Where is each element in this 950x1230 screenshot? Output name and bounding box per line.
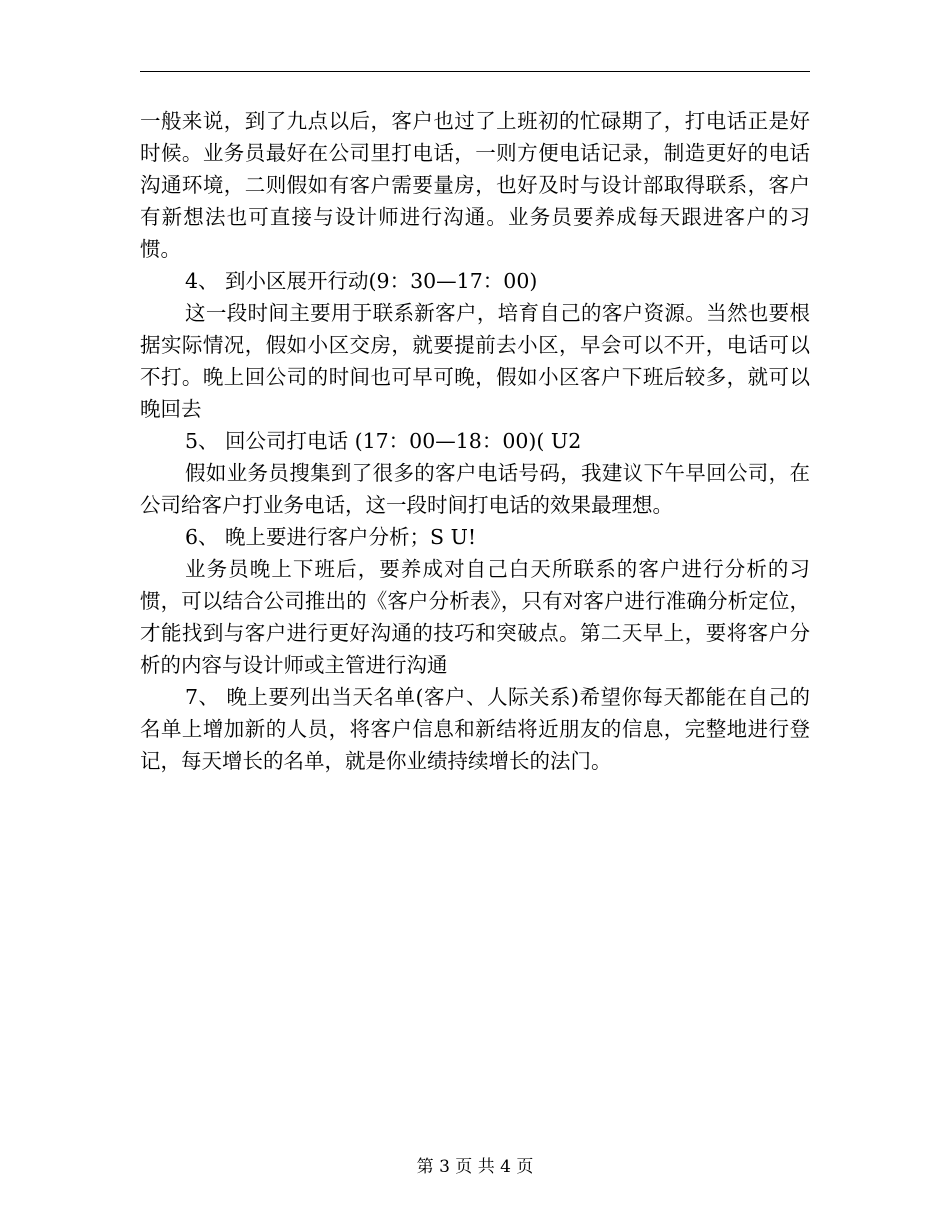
page-number-footer: 第 3 页 共 4 页	[416, 1157, 534, 1177]
paragraph-section-7: 7、 晚上要列出当天名单(客户、人际关系)希望你每天都能在自己的名单上增加新的人员，将客户信息和新结将近朋友的信息，完整地进行登记，每天增长的名单，就是你业绩持续增长的法门。	[140, 685, 810, 773]
section-heading-6: 6、 晚上要进行客户分析；S U!	[185, 525, 477, 549]
section-heading-5: 5、 回公司打电话 (17：00—18：00)( U2	[185, 429, 582, 453]
header-rule	[140, 71, 810, 72]
paragraph-section-5: 假如业务员搜集到了很多的客户电话号码，我建议下午早回公司，在公司给客户打业务电话，这一段时间打电话的效果最理想。	[140, 461, 810, 517]
document-body	[140, 105, 810, 777]
section-heading-4: 4、 到小区展开行动(9：30—17：00)	[185, 269, 538, 293]
paragraph-section-6: 业务员晚上下班后，要养成对自己白天所联系的客户进行分析的习惯，可以结合公司推出的《客户分析表》，只有对客户进行准确分析定位，才能找到与客户进行更好沟通的技巧和突破点。第二天早上，要将客户分析的内容与设计师或主管进行沟通	[140, 557, 810, 677]
paragraph-continued: 一般来说，到了九点以后，客户也过了上班初的忙碌期了，打电话正是好时候。业务员最好在公司里打电话，一则方便电话记录，制造更好的电话沟通环境，二则假如有客户需要量房，也好及时与设计部取得联系，客户有新想法也可直接与设计师进行沟通。业务员要养成每天跟进客户的习惯。	[140, 109, 810, 261]
paragraph-section-4: 这一段时间主要用于联系新客户，培育自己的客户资源。当然也要根据实际情况，假如小区交房，就要提前去小区，早会可以不开，电话可以不打。晚上回公司的时间也可早可晚，假如小区客户下班后较多，就可以晚回去	[140, 301, 810, 421]
